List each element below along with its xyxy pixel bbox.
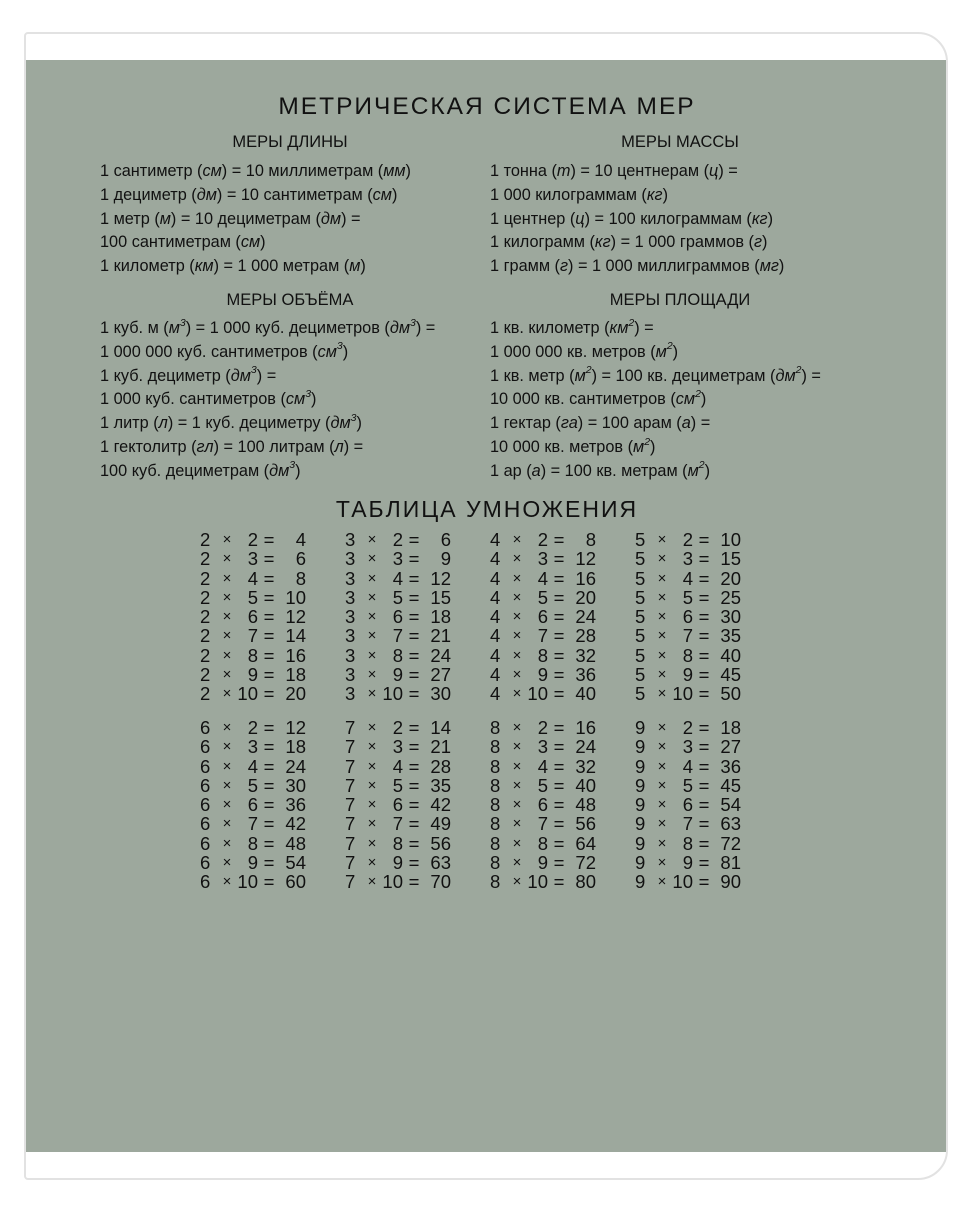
multiplication-row: 8 × 4 = 32 (490, 755, 596, 777)
multiplication-row: 2 × 10 = 20 (200, 683, 306, 705)
multiplication-row: 3 × 3 = 9 (345, 548, 451, 570)
multiplication-row: 2 × 9 = 18 (200, 664, 306, 686)
unit-line: 1 километр (км) = 1 000 метрам (м) (100, 257, 366, 276)
multiplication-row: 9 × 2 = 18 (635, 717, 741, 738)
multiplication-row: 9 × 4 = 36 (635, 755, 741, 777)
area-heading: МЕРЫ ПЛОЩАДИ (609, 291, 751, 309)
unit-line: 1 кв. метр $(м^2) = 100$ кв. дециметрам $(дм^2)$ = (490, 364, 821, 385)
multiplication-row: 2 × 7 = 14 (200, 625, 306, 647)
multiplication-row: 8 × 10 = 80 (490, 871, 596, 893)
unit-line: 1 грамм (г) = 1 000 миллиграммов (мг) (490, 257, 785, 276)
unit-line: 1 кв. километр $(км^2)$ = (490, 316, 654, 337)
unit-line: 1 000 куб. сантиметров $(см^3)$ (100, 387, 317, 409)
multiplication-row: 8 × 7 = 56 (490, 813, 596, 835)
multiplication-row: 6 × 8 = 48 (200, 832, 306, 854)
multiplication-row: 6 × 10 = 60 (200, 871, 306, 893)
multiplication-row: 7 × 8 = 56 (345, 832, 451, 854)
unit-line: 1 куб. дециметр $(дм^3)$ = (100, 364, 277, 385)
unit-line: 1 гектар (га) = 100 арам (а) = (490, 414, 711, 433)
multiplication-row: 6 × 6 = 36 (200, 794, 306, 816)
multiplication-row: 4 × 5 = 20 (490, 586, 596, 608)
multiplication-row: 3 × 7 = 21 (345, 625, 451, 647)
unit-line: 1 тонна (т) = 10 центнерам (ц) = (490, 162, 738, 180)
multiplication-row: 5 × 4 = 20 (635, 567, 741, 589)
multiplication-row: 9 × 3 = 27 (635, 736, 741, 758)
multiplication-row: 5 × 9 = 45 (635, 664, 741, 686)
unit-line: 1 сантиметр (см) = 10 миллиметрам (мм) (100, 162, 411, 180)
multiplication-row: 3 × 2 = 6 (345, 529, 451, 550)
multiplication-row: 7 × 3 = 21 (345, 736, 451, 758)
multiplication-row: 9 × 9 = 81 (635, 852, 741, 874)
multiplication-row: 4 × 7 = 28 (490, 625, 596, 647)
multiplication-row: 2 × 8 = 16 (200, 644, 306, 666)
multiplication-row: 2 × 2 = 4 (200, 529, 306, 550)
multiplication-row: 6 × 2 = 12 (200, 717, 306, 738)
multiplication-row: 9 × 7 = 63 (635, 813, 741, 835)
multiplication-row: 4 × 4 = 16 (490, 567, 596, 589)
length-list (100, 160, 411, 279)
multiplication-row: 2 × 4 = 8 (200, 567, 306, 589)
multiplication-row: 8 × 3 = 24 (490, 736, 596, 758)
unit-line: 1 литр (л) = 1 куб. дециметру $(дм^3)$ (100, 411, 362, 433)
unit-line: 1 000 килограммам (кг) (490, 185, 668, 204)
multiplication-column (490, 718, 635, 892)
unit-line: 1 килограмм (кг) = 1 000 граммов (г) (490, 233, 768, 252)
multiplication-row: 5 × 5 = 25 (635, 586, 741, 608)
multiplication-row: 8 × 2 = 16 (490, 717, 596, 738)
multiplication-row: 6 × 4 = 24 (200, 755, 306, 777)
multiplication-row: 3 × 9 = 27 (345, 664, 451, 686)
mass-list (490, 160, 784, 279)
multiplication-row: 6 × 3 = 18 (200, 736, 306, 758)
multiplication-row: 4 × 3 = 12 (490, 548, 596, 570)
multiplication-column (345, 718, 490, 892)
multiplication-row: 5 × 8 = 40 (635, 644, 741, 666)
unit-line: 10 000 кв. сантиметров $(см^2)$ (490, 387, 707, 409)
volume-heading: МЕРЫ ОБЪЁМА (226, 291, 354, 309)
multiplication-row: 7 × 9 = 63 (345, 852, 451, 874)
multiplication-row: 4 × 9 = 36 (490, 664, 596, 686)
multiplication-row: 6 × 7 = 42 (200, 813, 306, 835)
multiplication-row: 3 × 6 = 18 (345, 606, 451, 628)
page-title: МЕТРИЧЕСКАЯ СИСТЕМА МЕР (278, 93, 696, 120)
multiplication-row: 4 × 2 = 8 (490, 529, 596, 550)
volume-list (100, 317, 435, 484)
unit-line: 100 сантиметрам (см) (100, 233, 266, 252)
multiplication-row: 6 × 5 = 30 (200, 774, 306, 796)
multiplication-row: 5 × 7 = 35 (635, 625, 741, 647)
area-list (490, 317, 821, 484)
multiplication-column (345, 530, 490, 704)
unit-line: 1 000 000 кв. метров $(м^2)$ (490, 340, 679, 361)
multiplication-row: 3 × 4 = 12 (345, 567, 451, 589)
multiplication-column (200, 718, 345, 892)
multiplication-row: 5 × 3 = 15 (635, 548, 741, 570)
multiplication-row: 7 × 5 = 35 (345, 774, 451, 796)
multiplication-row: 8 × 8 = 64 (490, 832, 596, 854)
multiplication-row: 3 × 10 = 30 (345, 683, 451, 705)
unit-line: 1 метр (м) = 10 дециметрам (дм) = (100, 209, 361, 228)
multiplication-row: 7 × 2 = 14 (345, 717, 451, 738)
multiplication-row: 5 × 10 = 50 (635, 683, 741, 705)
multiplication-row: 6 × 9 = 54 (200, 852, 306, 874)
multiplication-title: ТАБЛИЦА УМНОЖЕНИЯ (335, 496, 639, 522)
multiplication-column (635, 530, 780, 704)
multiplication-row: 5 × 2 = 10 (635, 529, 741, 550)
multiplication-row: 8 × 6 = 48 (490, 794, 596, 816)
multiplication-column (490, 530, 635, 704)
multiplication-column (635, 718, 780, 892)
multiplication-row: 9 × 10 = 90 (635, 871, 741, 893)
multiplication-row: 3 × 8 = 24 (345, 644, 451, 666)
multiplication-row: 3 × 5 = 15 (345, 586, 451, 608)
multiplication-block-1 (200, 530, 780, 704)
length-heading: МЕРЫ ДЛИНЫ (232, 133, 348, 151)
multiplication-row: 4 × 8 = 32 (490, 644, 596, 666)
multiplication-row: 2 × 3 = 6 (200, 548, 306, 570)
unit-line: 1 куб. м $(м^3) = 1$ 000 куб. дециметров $(дм^3)$ = (100, 316, 436, 337)
unit-line: 1 ар (а) = 100 кв. метрам $(м^2)$ (490, 459, 711, 480)
mass-heading: МЕРЫ МАССЫ (621, 133, 739, 151)
multiplication-row: 7 × 4 = 28 (345, 755, 451, 777)
multiplication-row: 8 × 9 = 72 (490, 852, 596, 874)
multiplication-row: 7 × 10 = 70 (345, 871, 451, 893)
multiplication-row: 4 × 6 = 24 (490, 606, 596, 628)
unit-line: 1 гектолитр (гл) = 100 литрам (л) = (100, 437, 364, 456)
multiplication-row: 4 × 10 = 40 (490, 683, 596, 705)
multiplication-block-2 (200, 718, 780, 892)
multiplication-row: 9 × 8 = 72 (635, 832, 741, 854)
unit-line: 10 000 кв. метров $(м^2)$ (490, 435, 656, 456)
multiplication-row: 7 × 7 = 49 (345, 813, 451, 835)
unit-line: 1 центнер (ц) = 100 килограммам (кг) (490, 209, 773, 228)
unit-line: 1 000 000 куб. сантиметров $(см^3)$ (100, 340, 349, 361)
multiplication-row: 2 × 5 = 10 (200, 586, 306, 608)
unit-line: 1 дециметр (дм) = 10 сантиметрам (см) (100, 185, 398, 204)
multiplication-column (200, 530, 345, 704)
multiplication-row: 5 × 6 = 30 (635, 606, 741, 628)
multiplication-row: 9 × 6 = 54 (635, 794, 741, 816)
multiplication-row: 8 × 5 = 40 (490, 774, 596, 796)
multiplication-row: 7 × 6 = 42 (345, 794, 451, 816)
multiplication-row: 2 × 6 = 12 (200, 606, 306, 628)
unit-line: 100 куб. дециметрам $(дм^3)$ (100, 459, 301, 480)
multiplication-row: 9 × 5 = 45 (635, 774, 741, 796)
